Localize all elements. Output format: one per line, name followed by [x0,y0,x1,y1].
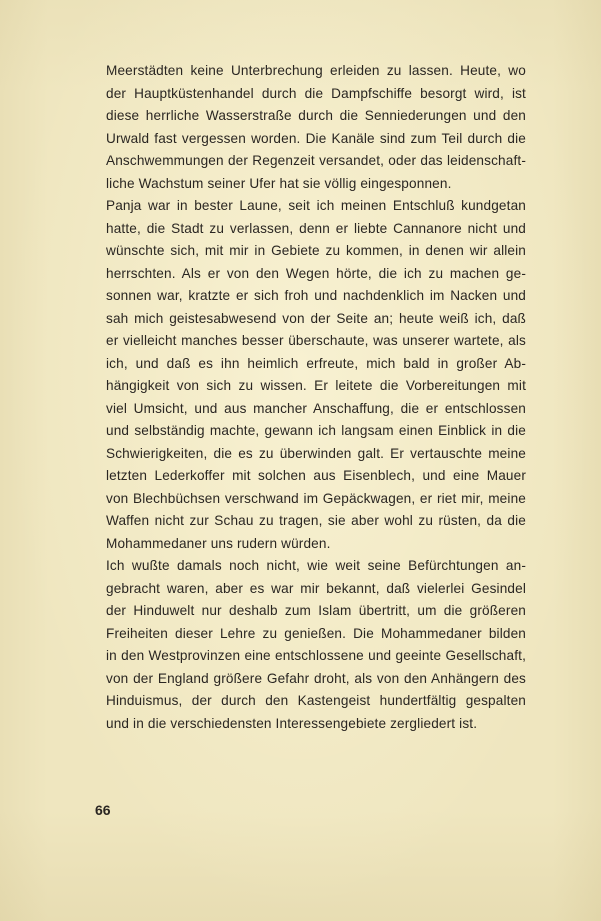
text-line: Anschwemmungen der Regenzeit versandet, oder das leidenschaft- [106,153,526,168]
text-line: viel Umsicht, und aus mancher Anschaffung, die er entschlossen [106,400,526,416]
page-number: 66 [95,802,111,818]
text-line: Ich wußte damals noch nicht, wie weit seine Befürchtungen an- [106,558,526,573]
text-line: hängigkeit von sich zu wissen. Er leitete die Vorbereitungen mit [106,378,526,393]
text-line: Schwierigkeiten, die es zu überwinden galt. Er vertauschte meine [106,445,526,461]
text-line: Waffen nicht zur Schau zu tragen, sie aber wohl zu rüsten, da die [106,513,526,528]
paragraph-3 [106,555,526,735]
text-line: diese herrliche Wasserstraße durch die Senniederungen und den [106,108,526,123]
text-line: sah mich geistesabwesend von der Seite an; heute weiß ich, daß [106,310,526,326]
text-line: ich, und daß es ihn heimlich erfreute, mich bald in großer Ab- [106,355,526,371]
text-line: herrschten. Als er von den Wegen hörte, die ich zu machen ge- [106,265,526,281]
text-line: gebracht waren, aber es war mir bekannt, daß vielerlei Gesindel [106,580,526,596]
text-line: Panja war in bester Laune, seit ich meinen Entschluß kundgetan [106,198,526,213]
paragraph-1 [106,60,526,195]
text-line: und selbständig machte, gewann ich langsam einen Einblick in die [106,423,526,438]
text-line: letzten Lederkoffer mit solchen aus Eisenblech, und eine Mauer [106,468,526,483]
text-line: Urwald fast vergessen worden. Die Kanäle sind zum Teil durch die [106,130,526,146]
text-line: er vielleicht manches besser überschaute, was unserer wartete, als [106,333,526,348]
text-line: sonnen war, kratzte er sich froh und nachdenklich im Nacken und [106,288,526,303]
text-line: in den Westprovinzen eine entschlossene und geeinte Gesellschaft, [106,648,526,663]
text-line: von der England größere Gefahr droht, als von den Anhängern des [106,670,526,686]
text-line: Mohammedaner uns rudern würden. [106,535,331,551]
text-line: der Hinduwelt nur deshalb zum Islam übertritt, um die größeren [106,603,526,618]
text-line: hatte, die Stadt zu verlassen, denn er liebte Cannanore nicht und [106,220,526,236]
text-line: Freiheiten dieser Lehre zu genießen. Die Mohammedaner bilden [106,625,526,641]
text-line: Hinduismus, der durch den Kastengeist hundertfältig gespalten [106,693,526,708]
text-line: und in die verschiedensten Interessengebiete zergliedert ist. [106,715,478,731]
text-line: liche Wachstum seiner Ufer hat sie völlig eingesponnen. [106,175,452,191]
text-line: wünschte sich, mit mir in Gebiete zu kommen, in denen wir allein [106,243,526,258]
text-line: von Blechbüchsen verschwand im Gepäckwagen, er riet mir, meine [106,490,526,506]
text-line: der Hauptküstenhandel durch die Dampfschiffe besorgt wird, ist [106,85,526,101]
body-text [106,60,526,735]
paragraph-2 [106,195,526,555]
text-line: Meerstädten keine Unterbrechung erleiden zu lassen. Heute, wo [106,63,526,78]
